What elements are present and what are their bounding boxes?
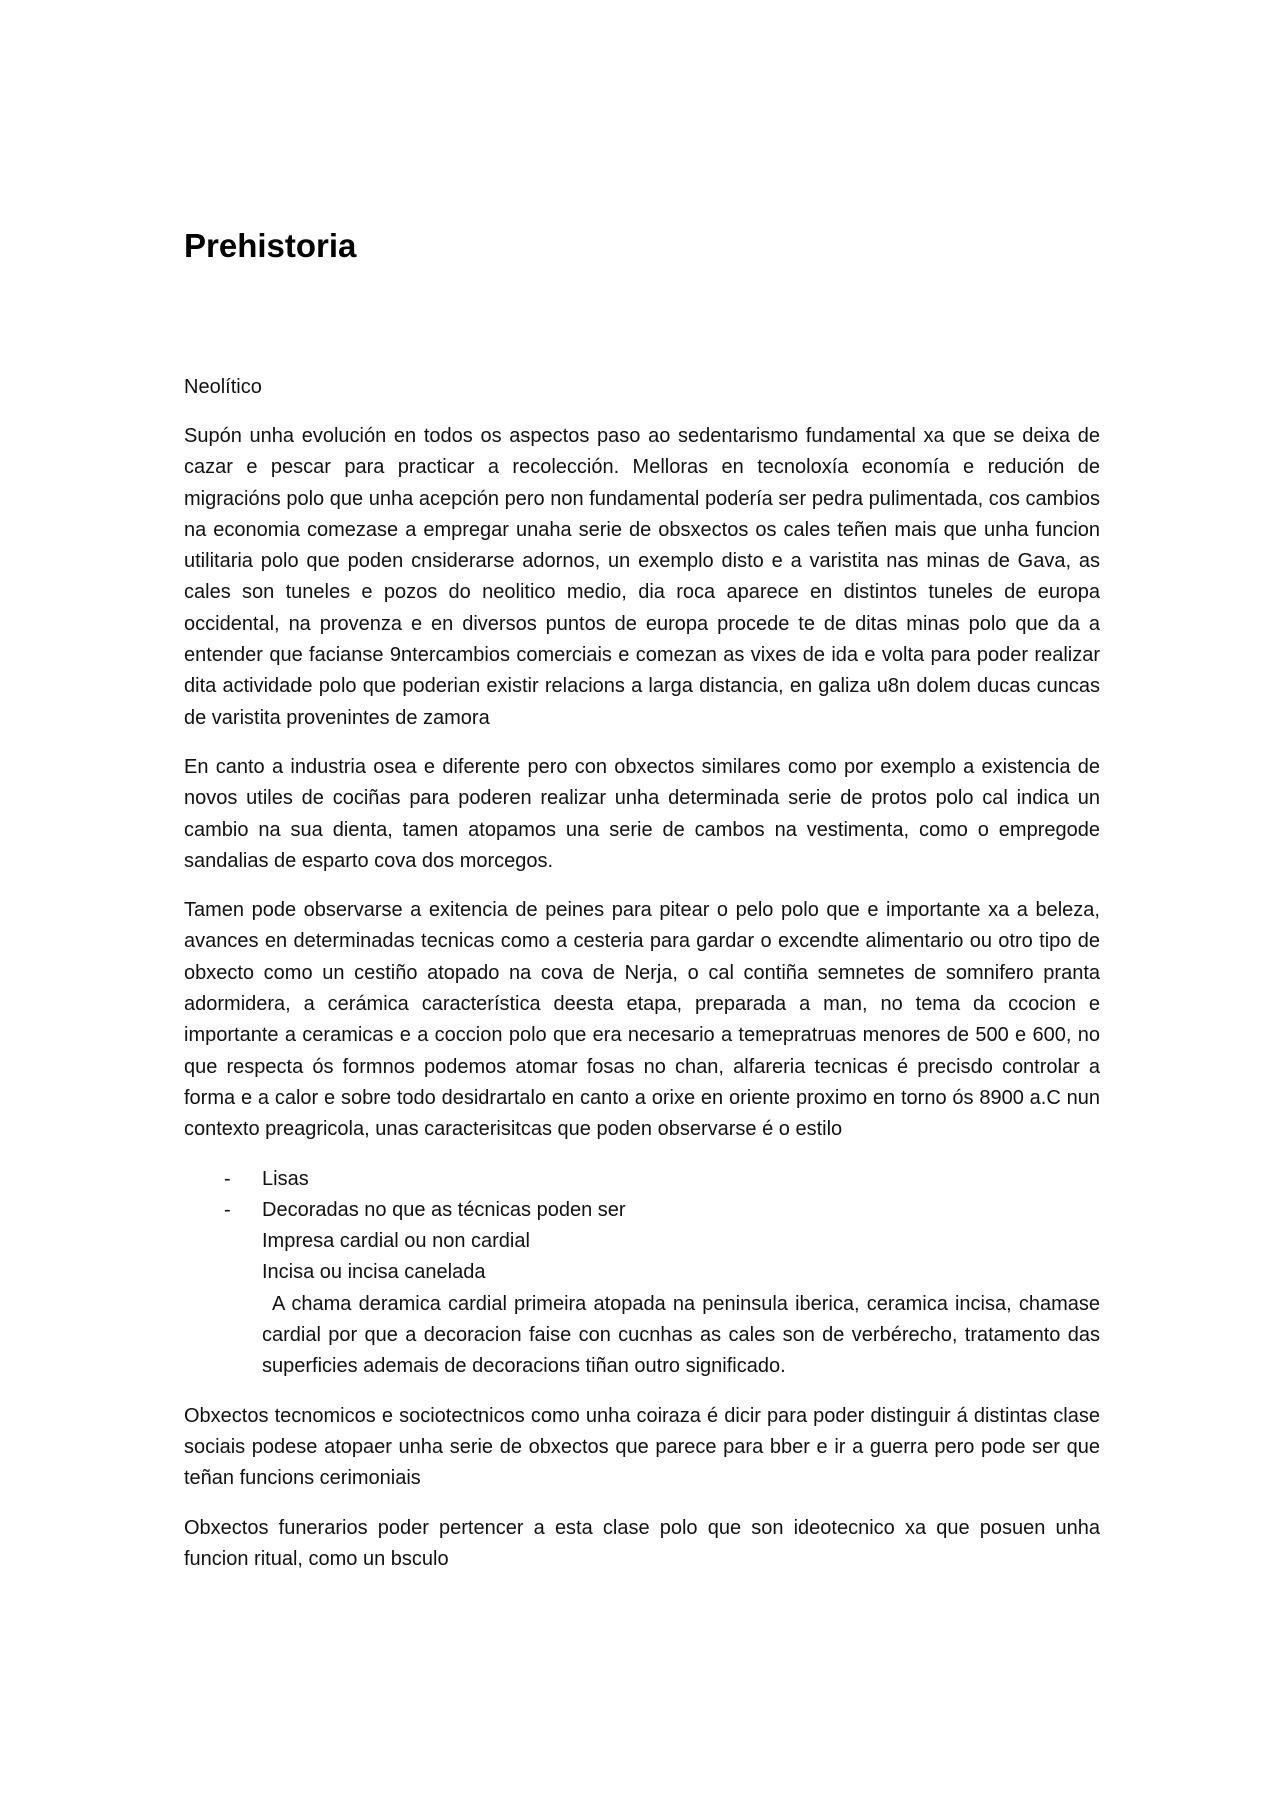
section-heading: Neolítico	[184, 376, 262, 398]
paragraph: Obxectos tecnomicos e sociotectnicos como unha coiraza é dicir para poder distinguir á distintas clase sociais podese atopaer unha serie de obxectos que parece para bber e ir a guerra pero pode ser que teñan funcions cerimoniais	[184, 1404, 1100, 1490]
page-title: Prehistoria	[184, 227, 357, 264]
paragraph: Obxectos funerarios poder pertencer a esta clase polo que son ideotecnico xa que posuen unha funcion ritual, como un bsculo	[184, 1516, 1100, 1570]
list-item: - Lisas	[184, 1164, 1100, 1195]
list-subparagraph: A chama deramica cardial primeira atopada na peninsula iberica, ceramica incisa, chamase cardial por que a decoracion faise con cucnhas as cales son de verbérecho, tratamento das superficies ademais de decoracions tiñan outro significado.	[262, 1292, 1100, 1378]
paragraph: Tamen pode observarse a exitencia de peines para pitear o pelo polo que e importante xa a beleza, avances en determinadas tecnicas como a cesteria para gardar o excendte alimentario ou otro tipo de obxecto como un cestiño atopado na cova de Nerja, o cal contiña semnetes de somnifero pranta adormidera, a cerámica característica deesta etapa, preparada a man, no tema da ccocion e importante a ceramicas e a coccion polo que era necesario a temepratruas menores de 500 e 600, no que respecta ós formnos podemos atomar fosas no chan, alfareria tecnicas é precisdo controlar a forma e a calor e sobre todo desidrartalo en canto a orixe en oriente proximo en torno ós 8900 a.C nun contexto preagricola, unas caracterisitcas que poden observarse é o estilo	[184, 899, 1100, 1141]
list-item: - Decoradas no que as técnicas poden ser	[184, 1195, 1100, 1226]
paragraph: En canto a industria osea e diferente pero con obxectos similares como por exemplo a existencia de novos utiles de cociñas para poderen realizar unha determinada serie de protos polo cal indica un cambio na sua dienta, tamen atopamos una serie de cambos na vestimenta, como o empregode sandalias de esparto cova dos morcegos.	[184, 755, 1100, 872]
paragraph: Supón unha evolución en todos os aspectos paso ao sedentarismo fundamental xa que se deixa de cazar e pescar para practicar a recolección. Melloras en tecnoloxía economía e redución de migracións polo que unha acepción pero non fundamental podería ser pedra pulimentada, cos cambios na economia comezase a empregar unaha serie de obsxectos os cales teñen mais que unha funcion utilitaria polo que poden cnsiderarse adornos, un exemplo disto e a varistita nas minas de Gava, as cales son tuneles e pozos do neolitico medio, dia roca aparece en distintos tuneles de europa occidental, na provenza e en diversos puntos de europa procede te de ditas minas polo que da a entender que facianse 9ntercambios comerciais e comezan as vixes de ida e volta para poder realizar dita actividade polo que poderian existir relacions a larga distancia, en galiza u8n dolem ducas cuncas de varistita provenintes de zamora	[184, 425, 1100, 729]
ceramic-style-list	[184, 1164, 1100, 1227]
list-subitem: Incisa ou incisa canelada	[262, 1261, 486, 1284]
document-content	[184, 220, 1100, 1575]
list-subitem: Impresa cardial ou non cardial	[262, 1230, 530, 1253]
